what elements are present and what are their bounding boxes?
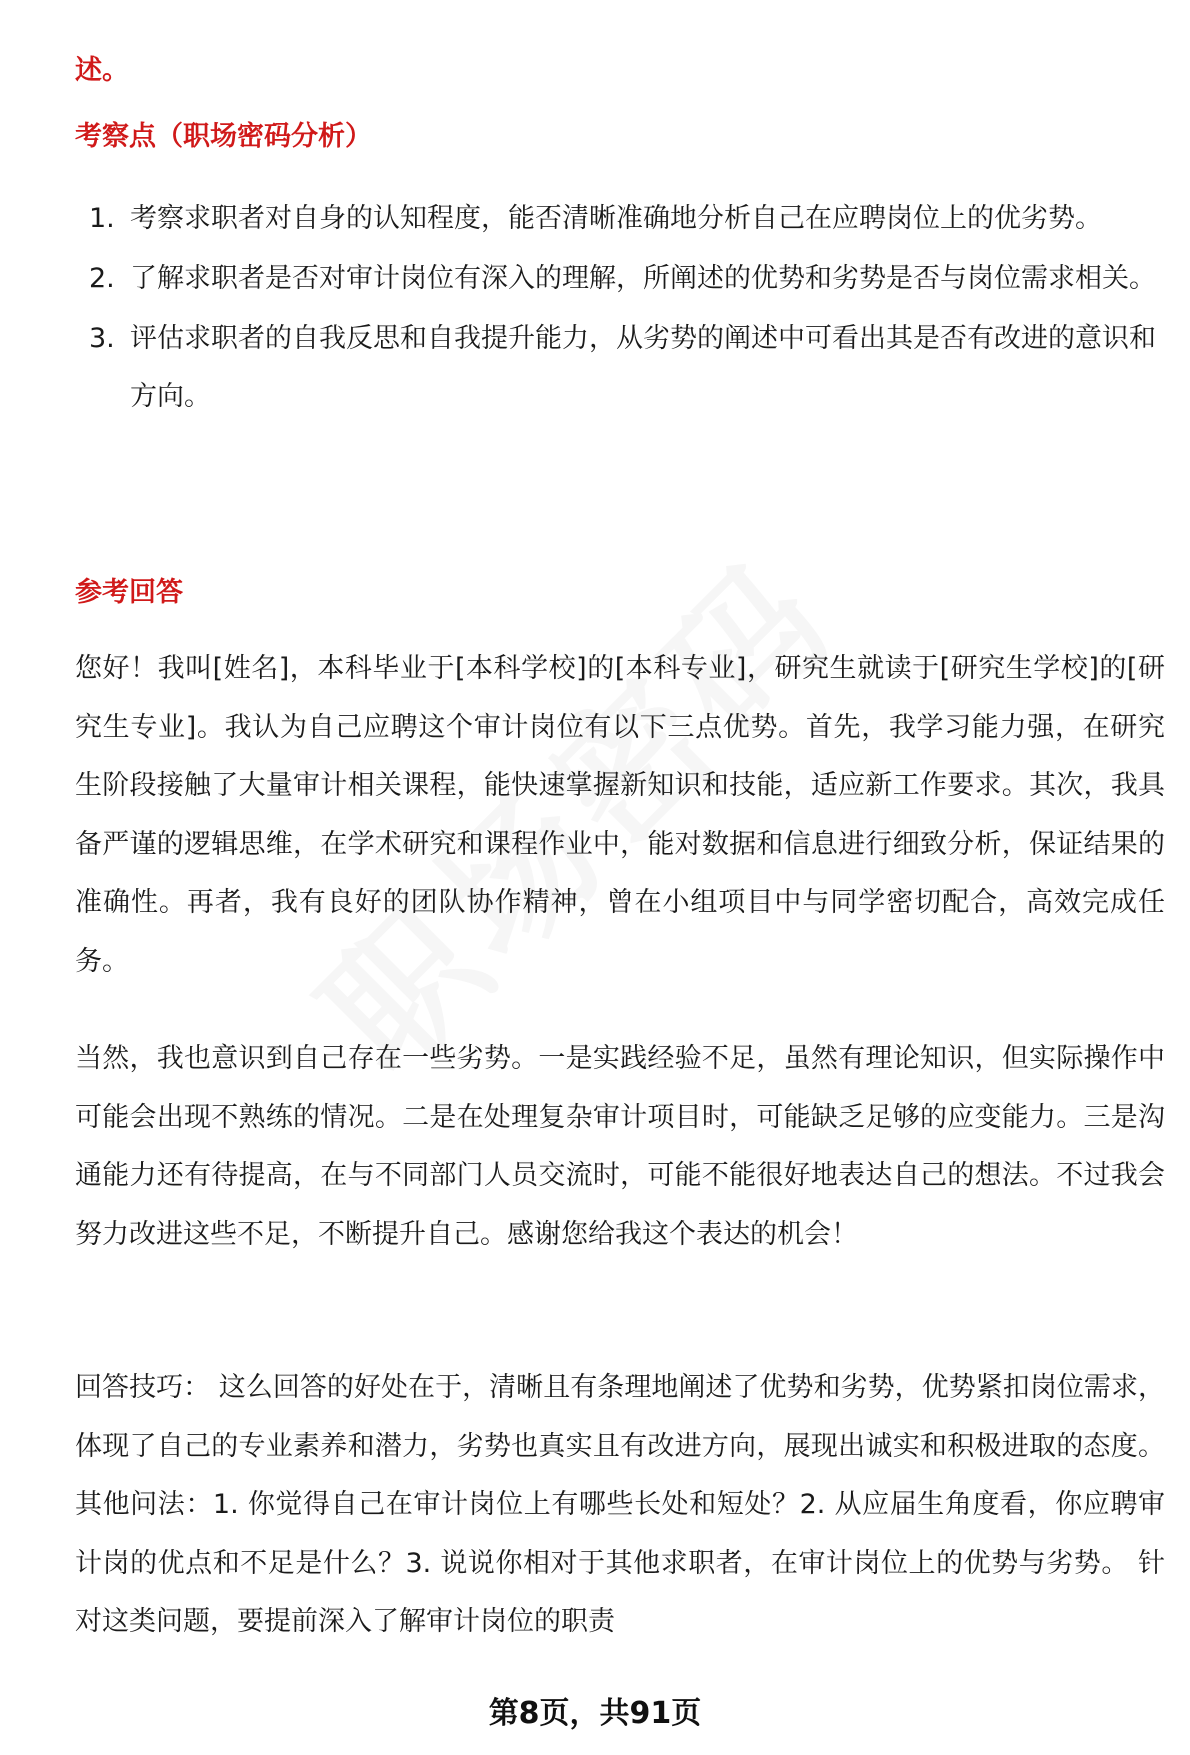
list-item-text: 了解求职者是否对审计岗位有深入的理解，所阐述的优势和劣势是否与岗位需求相关。 — [130, 263, 1156, 294]
list-item — [75, 190, 1165, 248]
continuation-text: 述。 — [75, 55, 129, 86]
list-item — [75, 310, 1165, 426]
list-item-text: 考察求职者对自身的认知程度，能否清晰准确地分析自己在应聘岗位上的优劣势。 — [130, 203, 1102, 234]
exam-points-list — [75, 190, 1165, 428]
reference-answer-heading: 参考回答 — [75, 577, 183, 608]
answer-paragraph: 您好！我叫[姓名]，本科毕业于[本科学校]的[本科专业]，研究生就读于[研究生学校]的[研究生专业]。我认为自己应聘这个审计岗位有以下三点优势。首先，我学习能力强，在研究生阶段接触了大量审计相关课程，能快速掌握新知识和技能，适应新工作要求。其次，我具备严谨的逻辑思维，在学术研究和课程作业中，能对数据和信息进行细致分析，保证结果的准确性。再者，我有良好的团队协作精神，曾在小组项目中与同学密切配合，高效完成任务。 — [75, 653, 1165, 977]
list-item — [75, 250, 1165, 308]
list-item-number: 1. — [89, 203, 115, 234]
answer-paragraph: 当然，我也意识到自己存在一些劣势。一是实践经验不足，虽然有理论知识，但实际操作中可能会出现不熟练的情况。二是在处理复杂审计项目时，可能缺乏足够的应变能力。三是沟通能力还有待提高，在与不同部门人员交流时，可能不能很好地表达自己的想法。不过我会努力改进这些不足，不断提升自己。感谢您给我这个表达的机会！ — [75, 1043, 1165, 1250]
list-item-number: 3. — [89, 323, 115, 354]
exam-points-heading: 考察点（职场密码分析） — [75, 121, 372, 152]
list-item-number: 2. — [89, 263, 115, 294]
page-number: 第8页，共91页 — [488, 1696, 702, 1731]
tips-paragraph: 回答技巧： 这么回答的好处在于，清晰且有条理地阐述了优势和劣势，优势紧扣岗位需求，体现了自己的专业素养和潜力，劣势也真实且有改进方向，展现出诚实和积极进取的态度。 其他问法：1. 你觉得自己在审计岗位上有哪些长处和短处？2. 从应届生角度看，你应聘审计岗的优点和不足是什么？3. 说说你相对于其他求职者，在审计岗位上的优势与劣势。 针对这类问题，要提前深入了解审计岗位的职责 — [75, 1372, 1165, 1637]
list-item-text: 评估求职者的自我反思和自我提升能力，从劣势的阐述中可看出其是否有改进的意识和方向。 — [130, 323, 1156, 412]
